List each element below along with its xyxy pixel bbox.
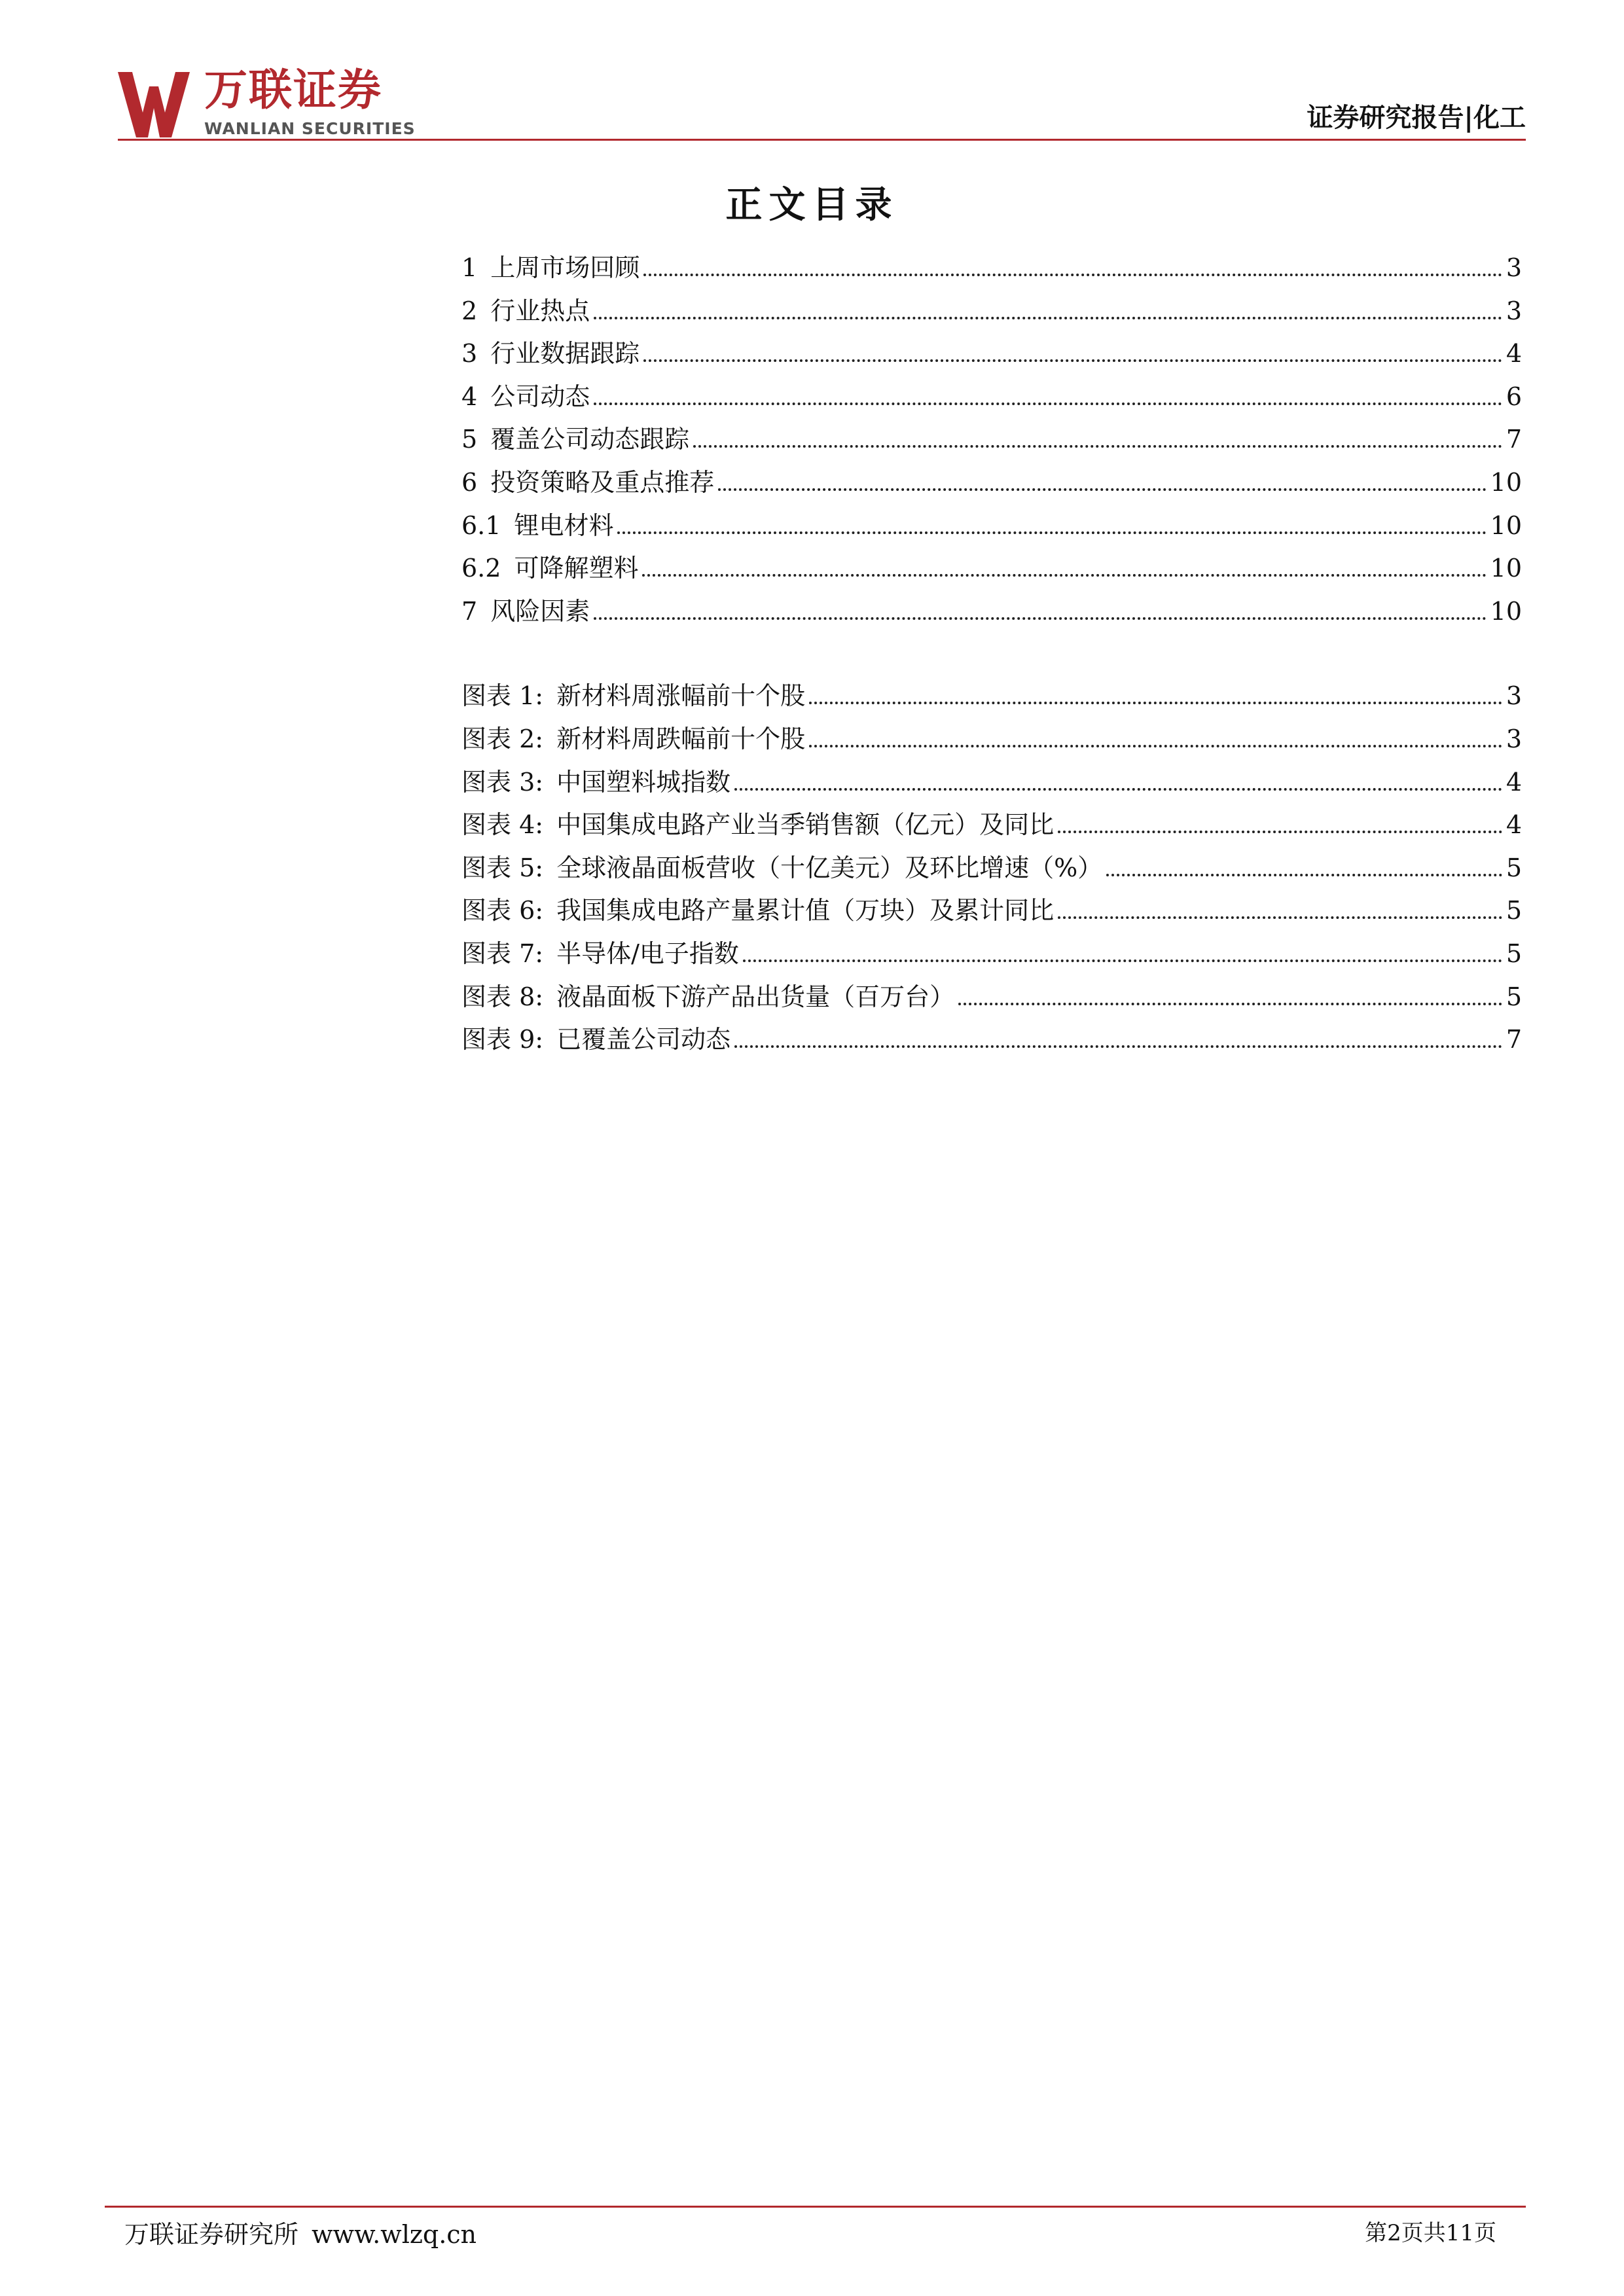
dot-leader xyxy=(594,317,1502,319)
toc-figure-entry-title: 中国塑料城指数 xyxy=(556,767,731,797)
toc-figure-entry-page: 5 xyxy=(1506,982,1522,1011)
toc-section-entry[interactable] xyxy=(461,596,1522,642)
toc-section-entry[interactable] xyxy=(461,427,1522,470)
dot-leader xyxy=(734,788,1502,791)
toc-figure-entry-label xyxy=(461,726,805,751)
toc-figure-entry-title: 全球液晶面板营收（十亿美元）及环比增速（%） xyxy=(556,853,1103,882)
wanlian-logo-icon xyxy=(118,72,190,137)
header-divider xyxy=(118,139,1526,141)
toc-figure-entry[interactable] xyxy=(461,941,1522,984)
toc-figure-entry-number: 图表 6: xyxy=(461,896,544,925)
toc-section-entry-title: 公司动态 xyxy=(490,382,590,411)
logo-text-cn: 万联证券 xyxy=(204,65,382,115)
toc-title: 正文目录 xyxy=(725,183,899,226)
toc-section-entry-page: 3 xyxy=(1506,253,1522,282)
dot-leader xyxy=(809,745,1502,747)
toc-section-entry-title: 行业数据跟踪 xyxy=(490,339,640,368)
table-of-contents xyxy=(461,255,1522,1070)
toc-figure-entry-label xyxy=(461,898,1054,923)
toc-section-entry[interactable] xyxy=(461,255,1522,298)
dot-leader xyxy=(643,274,1502,276)
toc-section-entry-label xyxy=(461,556,638,581)
dot-leader xyxy=(617,531,1486,534)
dot-leader xyxy=(693,445,1502,448)
dot-leader xyxy=(1058,831,1502,833)
toc-section-entry-title: 可降解塑料 xyxy=(514,554,639,583)
toc-section-entry[interactable] xyxy=(461,556,1522,599)
toc-figure-entry[interactable] xyxy=(461,683,1522,726)
toc-section-entry-title: 风险因素 xyxy=(490,596,590,626)
toc-figure-entry-title: 我国集成电路产量累计值（万块）及累计同比 xyxy=(556,896,1055,925)
toc-section-entry-number: 2 xyxy=(461,296,478,325)
toc-section-entry-number: 3 xyxy=(461,339,478,368)
toc-section-entry-number: 4 xyxy=(461,382,478,411)
toc-figure-entry-title: 中国集成电路产业当季销售额（亿元）及同比 xyxy=(556,810,1055,840)
toc-section-entry[interactable] xyxy=(461,298,1522,342)
toc-section-entry-page: 4 xyxy=(1506,339,1522,368)
toc-section-entry-label xyxy=(461,596,590,626)
toc-figure-entry[interactable] xyxy=(461,767,1522,813)
logo-text-en: WANLIAN SECURITIES xyxy=(204,119,416,138)
dot-leader xyxy=(643,359,1502,362)
toc-section-entry-title: 上周市场回顾 xyxy=(490,253,640,282)
page-number: 第2页共11页 xyxy=(1365,2220,1496,2246)
section-list xyxy=(461,255,1522,641)
toc-figure-entry-number: 图表 9: xyxy=(461,1025,544,1054)
toc-figure-entry-label xyxy=(461,810,1055,840)
toc-figure-entry[interactable] xyxy=(461,898,1522,941)
dot-leader xyxy=(594,403,1502,405)
toc-section-entry-title: 覆盖公司动态跟踪 xyxy=(490,425,690,454)
toc-figure-entry-label xyxy=(461,855,1102,880)
toc-section-entry-label xyxy=(461,298,590,323)
toc-section-entry-page: 10 xyxy=(1490,554,1522,583)
toc-section-entry-title: 投资策略及重点推荐 xyxy=(490,467,715,497)
toc-section-entry[interactable] xyxy=(461,513,1522,556)
footer-org xyxy=(124,2222,477,2247)
toc-section-entry[interactable] xyxy=(461,341,1522,384)
toc-section-entry-number: 1 xyxy=(461,253,478,282)
footer-divider xyxy=(105,2206,1526,2208)
toc-section-entry[interactable] xyxy=(461,384,1522,427)
dot-leader xyxy=(1106,874,1502,876)
toc-figure-entry-number: 图表 5: xyxy=(461,853,544,882)
toc-section-entry-page: 10 xyxy=(1490,596,1522,626)
toc-section-entry-page: 3 xyxy=(1506,296,1522,325)
toc-figure-entry-page: 4 xyxy=(1506,767,1522,797)
figure-list xyxy=(461,683,1522,1069)
dot-leader xyxy=(743,960,1502,962)
toc-section-entry-number: 6 xyxy=(461,467,478,497)
toc-figure-entry-number: 图表 8: xyxy=(461,982,544,1011)
toc-section-entry-label xyxy=(461,427,689,452)
toc-figure-entry-title: 半导体/电子指数 xyxy=(556,939,739,968)
toc-figure-entry-number: 图表 1: xyxy=(461,681,544,711)
toc-figure-entry-label xyxy=(461,941,739,966)
toc-section-entry-label xyxy=(461,467,715,497)
toc-section-entry-title: 锂电材料 xyxy=(514,511,614,540)
toc-section-entry-label xyxy=(461,513,613,538)
toc-section-entry-number: 7 xyxy=(461,596,478,626)
toc-figure-entry-page: 3 xyxy=(1506,724,1522,753)
toc-figure-entry-page: 4 xyxy=(1506,810,1522,840)
toc-figure-entry-title: 新材料周跌幅前十个股 xyxy=(556,724,806,753)
toc-figure-entry-number: 图表 3: xyxy=(461,767,544,797)
toc-section-entry-number: 6.2 xyxy=(461,554,501,583)
dot-leader xyxy=(718,488,1486,491)
toc-section-entry-number: 5 xyxy=(461,425,478,454)
toc-figure-entry-title: 新材料周涨幅前十个股 xyxy=(556,681,806,711)
dot-leader xyxy=(734,1045,1502,1048)
toc-figure-entry-label xyxy=(461,984,954,1009)
toc-figure-entry-number: 图表 7: xyxy=(461,939,544,968)
footer-url[interactable]: www.wlzq.cn xyxy=(312,2220,477,2249)
toc-section-entry-label xyxy=(461,384,590,409)
toc-figure-entry[interactable] xyxy=(461,812,1522,855)
dot-leader xyxy=(809,702,1502,704)
toc-figure-entry[interactable] xyxy=(461,855,1522,899)
toc-section-entry-page: 6 xyxy=(1506,382,1522,411)
toc-figure-entry-page: 5 xyxy=(1506,939,1522,968)
toc-figure-entry-page: 7 xyxy=(1506,1025,1522,1054)
toc-figure-entry[interactable] xyxy=(461,1027,1522,1070)
toc-figure-entry-number: 图表 4: xyxy=(461,810,544,840)
page-header xyxy=(0,0,1624,151)
toc-figure-entry-title: 已覆盖公司动态 xyxy=(556,1025,731,1054)
toc-spacer xyxy=(461,641,1522,683)
toc-figure-entry-label xyxy=(461,767,731,797)
dot-leader xyxy=(958,1003,1502,1005)
toc-section-entry-page: 7 xyxy=(1506,425,1522,454)
toc-figure-entry[interactable] xyxy=(461,984,1522,1028)
toc-figure-entry-label xyxy=(461,1027,731,1052)
report-type-label: 证券研究报告|化工 xyxy=(1307,102,1526,133)
toc-section-entry[interactable] xyxy=(461,467,1522,513)
footer-org-name: 万联证券研究所 xyxy=(124,2220,299,2249)
toc-figure-entry-number: 图表 2: xyxy=(461,724,544,753)
toc-figure-entry-label xyxy=(461,681,806,711)
toc-figure-entry-page: 5 xyxy=(1506,896,1522,925)
toc-figure-entry-page: 3 xyxy=(1506,681,1522,711)
toc-section-entry-label xyxy=(461,255,640,280)
toc-section-entry-number: 6.1 xyxy=(461,511,501,540)
toc-figure-entry-title: 液晶面板下游产品出货量（百万台） xyxy=(556,982,955,1011)
dot-leader xyxy=(642,574,1486,577)
toc-figure-entry[interactable] xyxy=(461,726,1522,770)
toc-section-entry-label xyxy=(461,341,640,366)
toc-figure-entry-page: 5 xyxy=(1506,853,1522,882)
toc-section-entry-page: 10 xyxy=(1490,511,1522,540)
toc-section-entry-page: 10 xyxy=(1490,467,1522,497)
dot-leader xyxy=(594,617,1486,620)
dot-leader xyxy=(1058,916,1502,919)
toc-section-entry-title: 行业热点 xyxy=(490,296,590,325)
